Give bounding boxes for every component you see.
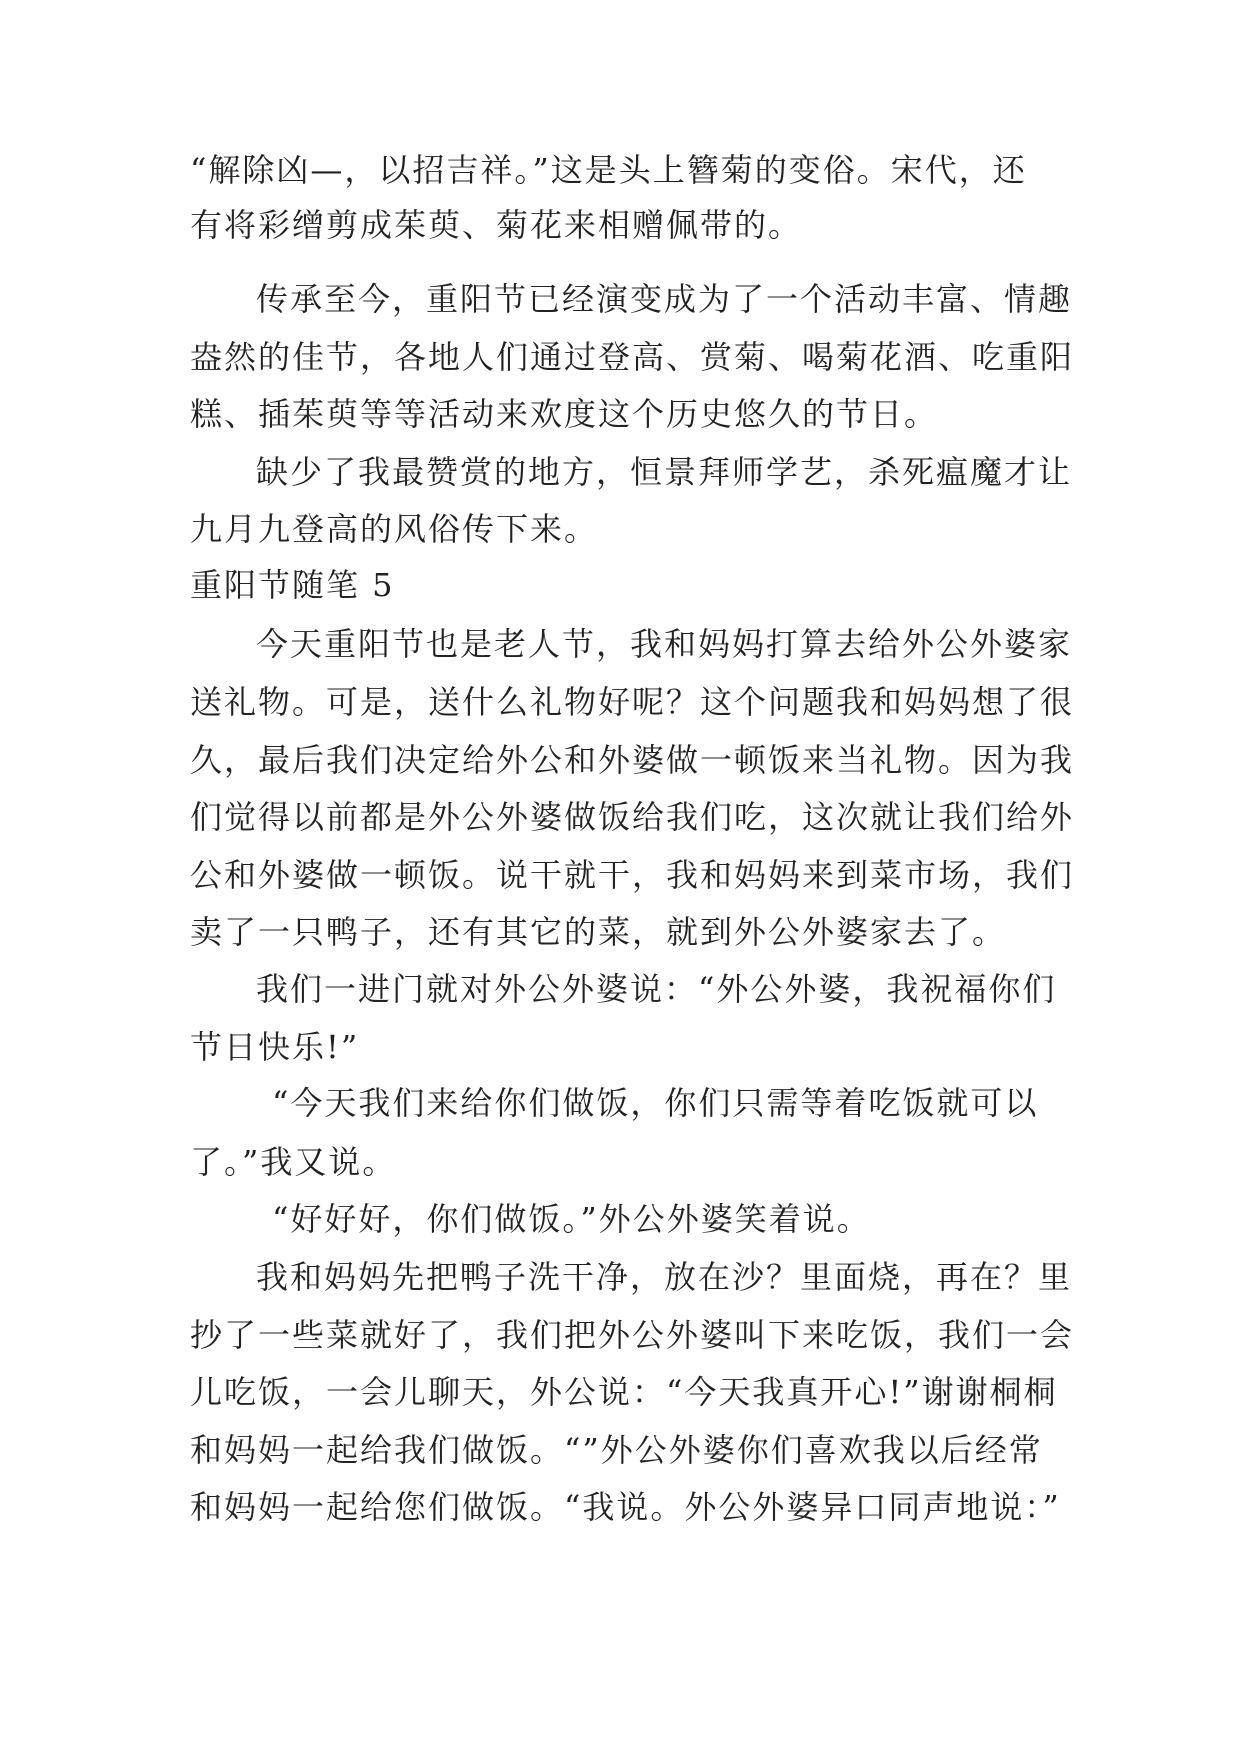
text-line: 和妈妈一起给我们做饭。“”外公外婆你们喜欢我以后经常 xyxy=(190,1431,1043,1469)
text-line: 今天重阳节也是老人节，我和妈妈打算去给外公外婆家 xyxy=(256,625,1073,663)
text-line: 久，最后我们决定给外公和外婆做一顿饭来当礼物。因为我 xyxy=(190,741,1075,779)
text-line: 节日快乐!” xyxy=(190,1028,360,1066)
text-line: 了。”我又说。 xyxy=(190,1143,397,1181)
text-line: “好好好，你们做饭。”外公外婆笑着说。 xyxy=(272,1200,871,1238)
text-line: 我和妈妈先把鸭子洗干净，放在沙？里面烧，再在？里 xyxy=(256,1258,1073,1296)
text-line: “解除凶—，以招吉祥。”这是头上簪菊的变俗。宋代，还 xyxy=(190,151,1027,189)
text-line: 和妈妈一起给您们做饭。“我说。外公外婆异口同声地说：” xyxy=(190,1488,1061,1526)
text-line: 送礼物。可是，送什么礼物好呢？这个问题我和妈妈想了很 xyxy=(190,683,1075,721)
text-line: “今天我们来给你们做饭，你们只需等着吃饭就可以 xyxy=(272,1084,1039,1122)
text-line: 儿吃饭，一会儿聊天，外公说：“今天我真开心!”谢谢桐桐 xyxy=(190,1373,1058,1411)
text-line: 卖了一只鸭子，还有其它的菜，就到外公外婆家去了。 xyxy=(190,913,1007,951)
text-line: 缺少了我最赞赏的地方，恒景拜师学艺，杀死瘟魔才让 xyxy=(256,453,1073,491)
text-line: 公和外婆做一顿饭。说干就干，我和妈妈来到菜市场，我们 xyxy=(190,856,1075,894)
text-line: 糕、插茱萸等等活动来欢度这个历史悠久的节日。 xyxy=(190,395,939,433)
section-heading: 重阳节随笔 5 xyxy=(190,566,395,604)
text-line: 九月九登高的风俗传下来。 xyxy=(190,510,599,548)
text-line: 盎然的佳节，各地人们通过登高、赏菊、喝菊花酒、吃重阳 xyxy=(190,338,1075,376)
text-line: 有将彩缯剪成茱萸、菊花来相赠佩带的。 xyxy=(190,206,803,244)
text-line: 传承至今，重阳节已经演变成为了一个活动丰富、情趣 xyxy=(256,280,1073,318)
text-line: 我们一进门就对外公外婆说：“外公外婆，我祝福你们 xyxy=(256,970,1057,1008)
text-line: 抄了一些菜就好了，我们把外公外婆叫下来吃饭，我们一会 xyxy=(190,1316,1075,1354)
text-line: 们觉得以前都是外公外婆做饭给我们吃，这次就让我们给外 xyxy=(190,798,1075,836)
